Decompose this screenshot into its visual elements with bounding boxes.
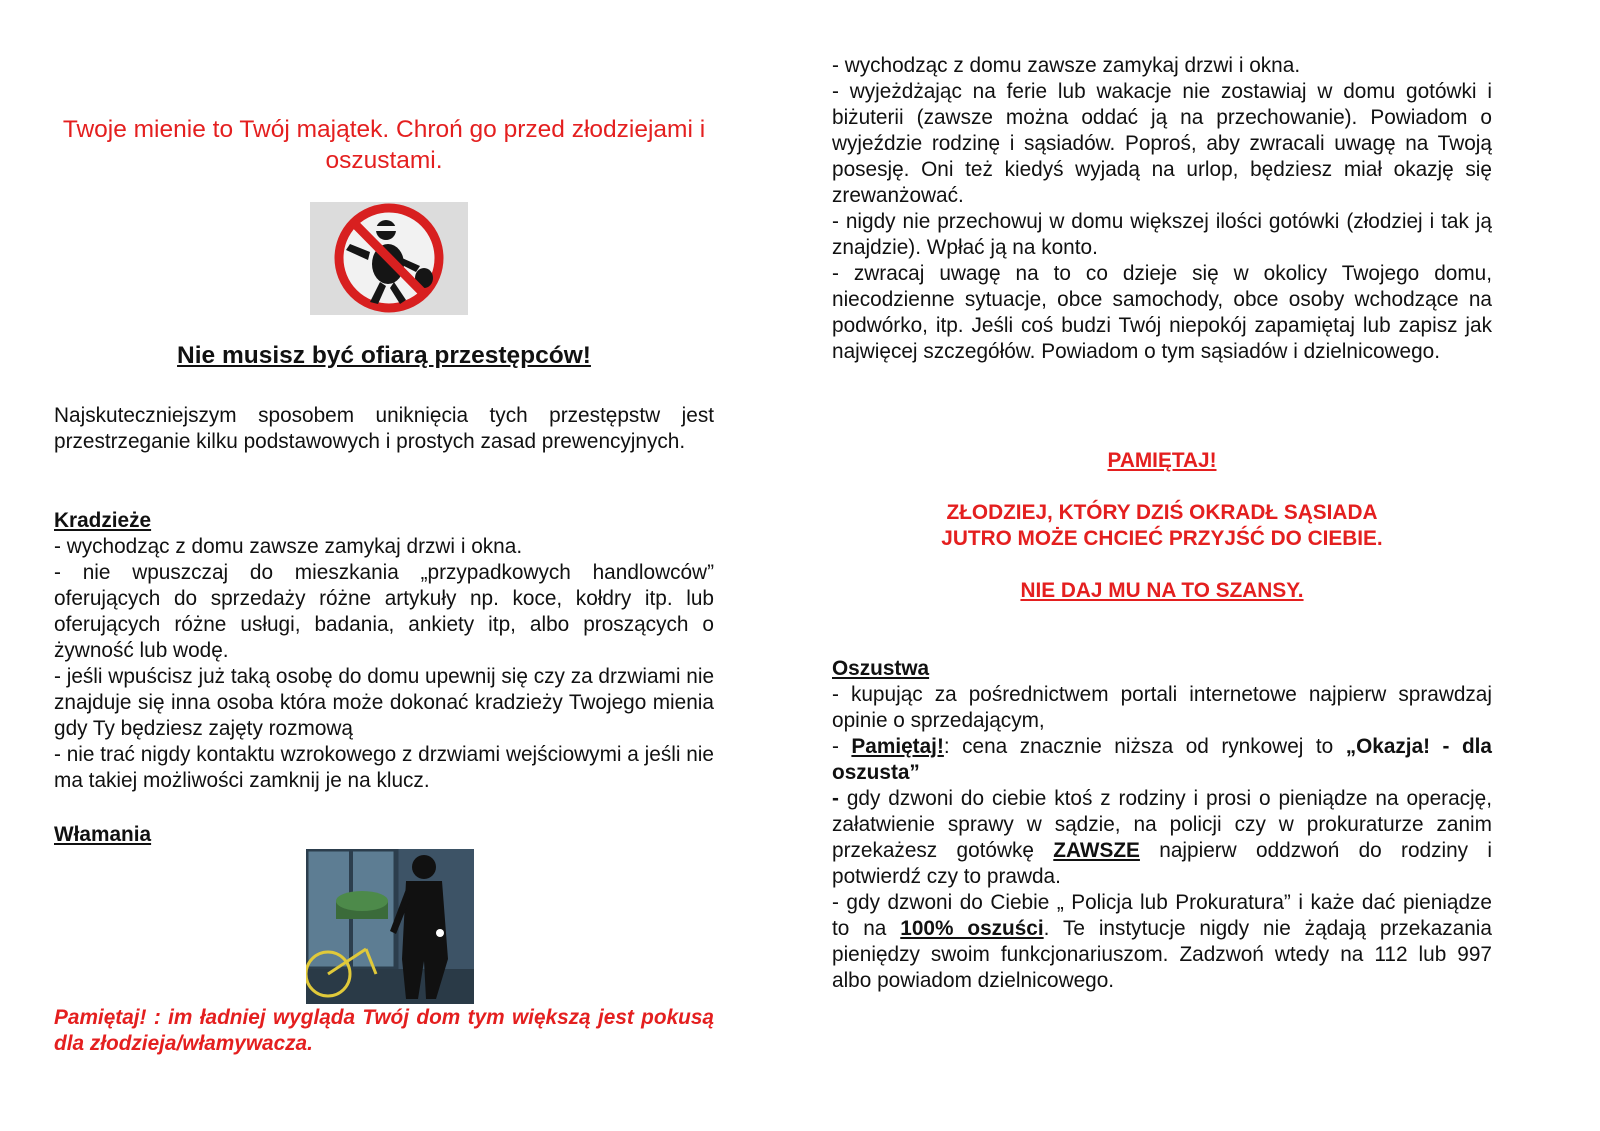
warning-line-2: JUTRO MOŻE CHCIEĆ PRZYJŚĆ DO CIEBIE. bbox=[941, 527, 1383, 550]
list-item: - kupując za pośrednictwem portali internetowe najpierw sprawdzaj opinie o sprzedającym, bbox=[832, 683, 1492, 732]
no-thief-sign-icon bbox=[310, 202, 468, 315]
right-top-list bbox=[832, 53, 1492, 365]
pamietaj-inline: Pamiętaj! bbox=[851, 735, 944, 758]
item-text: : cena znacznie niższa od rynkowej to bbox=[943, 735, 1346, 758]
list-item bbox=[832, 786, 1492, 890]
section-title-kradzieze: Kradzieże bbox=[54, 509, 152, 532]
item-text: . Te instytucje nigdy nie żądają przekazania pieniędzy swoim funkcjonariuszom. Zadzwoń wtedy na 112 lub 997 albo powiadom dzielnicowego. bbox=[832, 917, 1492, 992]
warning-line-1: ZŁODZIEJ, KTÓRY DZIŚ OKRADŁ SĄSIADA bbox=[946, 501, 1378, 524]
list-item: - wychodząc z domu zawsze zamykaj drzwi i okna. bbox=[54, 535, 523, 558]
list-item: - nie trać nigdy kontaktu wzrokowego z drzwiami wejściowymi a jeśli nie ma takiej możliwości zamknij je na klucz. bbox=[54, 743, 714, 792]
list-item: - wychodząc z domu zawsze zamykaj drzwi i okna. bbox=[832, 54, 1301, 77]
item-text: najpierw oddzwoń do rodziny i potwierdź czy to prawda. bbox=[832, 839, 1492, 888]
item-text: gdy dzwoni do ciebie ktoś z rodziny i prosi o pieniądze na operację, załatwienie sprawy w sądzie, na policji czy w prokuraturze zanim przekażesz gotówkę bbox=[832, 787, 1492, 862]
oszusci-bold: 100% oszuści bbox=[900, 917, 1044, 940]
warning-line-3: NIE DAJ MU NA TO SZANSY. bbox=[1020, 579, 1304, 602]
zawsze-bold: ZAWSZE bbox=[1053, 839, 1140, 862]
list-item bbox=[832, 734, 1492, 786]
okazja-bold: „Okazja! - dla oszusta” bbox=[832, 735, 1492, 784]
intro-paragraph: Najskuteczniejszym sposobem uniknięcia tych przestępstw jest przestrzeganie kilku podstawowych i prostych zasad prewencyjnych. bbox=[54, 404, 714, 453]
pamietaj-heading: PAMIĘTAJ! bbox=[1107, 449, 1217, 472]
section-title-wlamania: Włamania bbox=[54, 823, 152, 846]
section-title-oszustwa: Oszustwa bbox=[832, 657, 930, 680]
list-item: - wyjeżdżając na ferie lub wakacje nie zostawiaj w domu gotówki i biżuterii (zawsze można oddać ją na przechowanie). Powiadom o wyjeździe rodzinę i sąsiadów. Poproś, aby zwracali uwagę na Twoją posesję. Oni też kiedyś wyjadą na urlop, będziesz miał okazję się zrewanżować. bbox=[832, 80, 1492, 207]
item-text: - gdy dzwoni do Ciebie „ Policja lub Prokuratura” i każe dać pieniądze to na bbox=[832, 891, 1492, 940]
section-oszustwa bbox=[832, 656, 1492, 994]
reminder-note: Pamiętaj! : im ładniej wygląda Twój dom tym większą jest pokusą dla złodzieja/włamywacza. bbox=[54, 1006, 714, 1055]
list-item: - nie wpuszczaj do mieszkania „przypadkowych handlowców” oferujących do sprzedaży różne artykuły np. koce, kołdry itp. lub oferujących różne usługi, badania, ankiety itp, albo proszących o żywność lub wodę. bbox=[54, 561, 714, 662]
item-dash: - bbox=[832, 787, 839, 810]
section-wlamania bbox=[54, 822, 714, 848]
list-item: - zwracaj uwagę na to co dzieje się w okolicy Twojego domu, niecodzienne sytuacje, obce samochody, obce osoby wchodzące na podwórko, itp. Jeśli coś budzi Twój niepokój zapamiętaj lub zapisz jak najwięcej szczegółów. Powiadom o tym sąsiadów i dzielnicowego. bbox=[832, 262, 1492, 363]
page-title: Twoje mienie to Twój majątek. Chroń go przed złodziejami i oszustami. bbox=[62, 116, 706, 174]
list-item bbox=[832, 890, 1492, 994]
item-prefix: - bbox=[832, 735, 852, 758]
list-item: - jeśli wpuścisz już taką osobę do domu upewnij się czy za drzwiami nie znajduje się inna osoba która może dokonać kradzieży Twojego mienia gdy Ty będziesz zajęty rozmową bbox=[54, 665, 715, 740]
burglar-illustration-icon bbox=[306, 849, 474, 1004]
main-heading: Nie musisz być ofiarą przestępców! bbox=[177, 342, 591, 369]
section-kradzieze bbox=[54, 508, 714, 794]
list-item: - nigdy nie przechowuj w domu większej ilości gotówki (złodziej i tak ją znajdzie). Wpłać ją na konto. bbox=[832, 210, 1492, 259]
